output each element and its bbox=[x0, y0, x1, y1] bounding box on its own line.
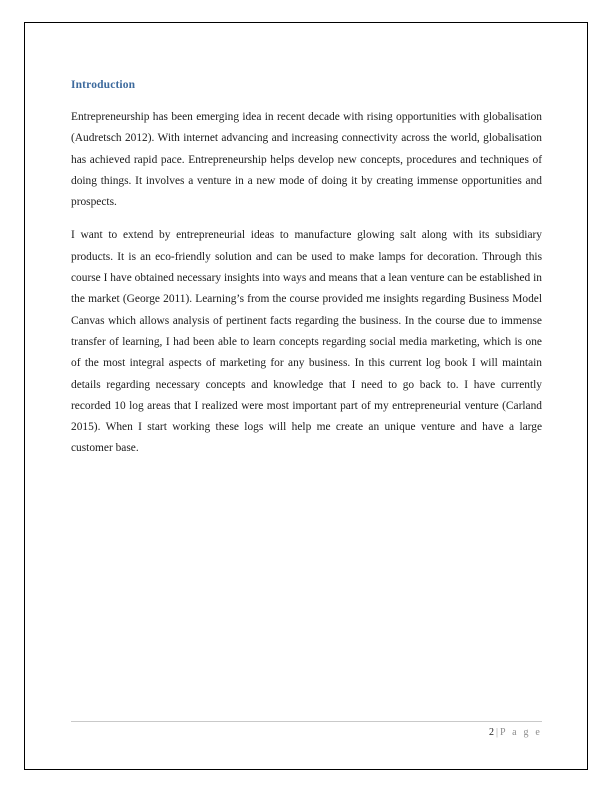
footer-page-label: P a g e bbox=[500, 727, 542, 738]
document-page bbox=[24, 22, 588, 770]
document-body bbox=[71, 77, 542, 460]
section-heading-introduction: Introduction bbox=[71, 79, 136, 91]
footer-divider bbox=[71, 721, 542, 722]
footer-page-indicator bbox=[71, 726, 542, 740]
body-paragraph: I want to extend by entrepreneurial ideas to manufacture glowing salt along with its subsidiary products. It is an eco-friendly solution and can be used to make lamps for decoration. Through this course I have obtained necessary insights into ways and means that a lean venture can be established in the market (George 2011). Learning’s from the course provided me insights regarding Business Model Canvas which allows analysis of pertinent facts regarding the business. In the course due to immense transfer of learning, I had been able to learn concepts regarding social media marketing, which is one of the most integral aspects of marketing for any business. In this current log book I will maintain details regarding necessary concepts and knowledge that I need to go back to. I have currently recorded 10 log areas that I realized were most important part of my entrepreneurial venture (Carland 2015). When I start working these logs will help me create an unique venture and have a large customer base. bbox=[71, 229, 542, 455]
footer-separator: | bbox=[496, 727, 499, 738]
page-footer bbox=[71, 721, 542, 740]
body-paragraph: Entrepreneurship has been emerging idea in recent decade with rising opportunities with globalisation (Audretsch 2012). With internet advancing and increasing connectivity across the world, globalisation has achieved rapid pace. Entrepreneurship helps develop new concepts, procedures and techniques of doing things. It involves a venture in a new mode of doing it by creating immense opportunities and prospects. bbox=[71, 111, 542, 209]
footer-page-number: 2 bbox=[489, 727, 495, 738]
